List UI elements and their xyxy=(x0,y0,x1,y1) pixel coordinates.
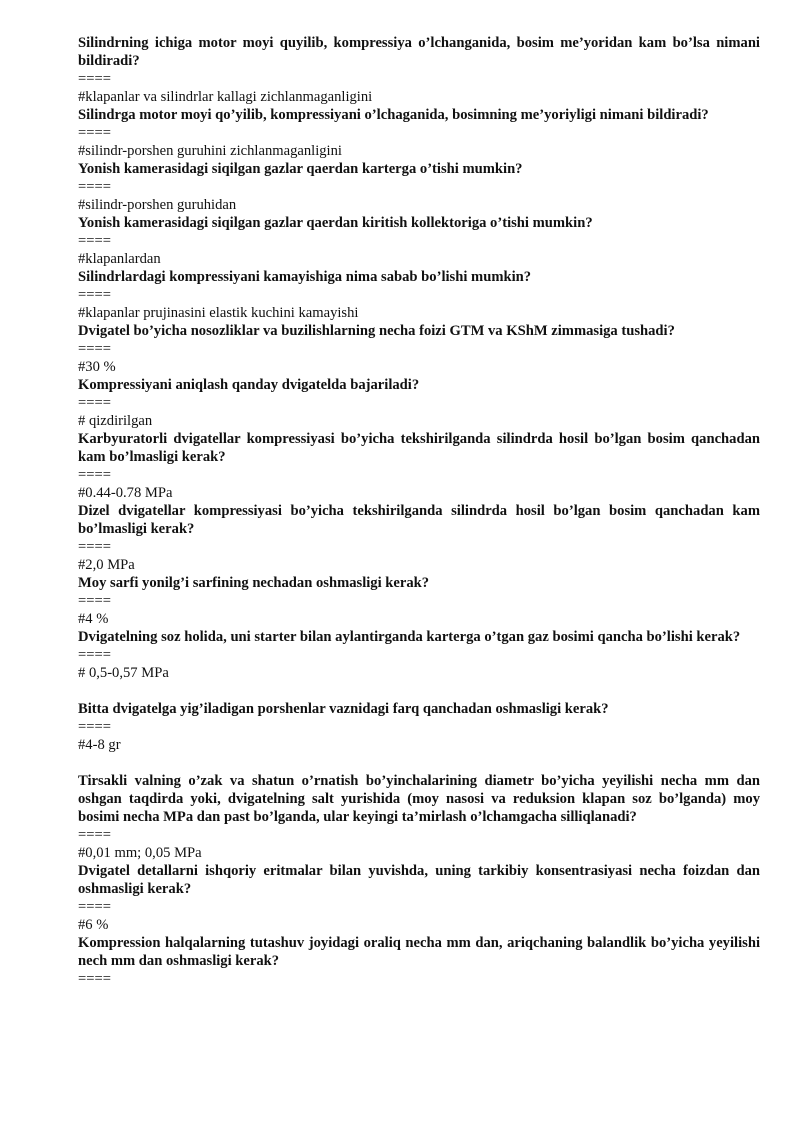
qa-block-10 xyxy=(78,574,760,628)
qa-block-2 xyxy=(78,106,760,160)
question-text: Bitta dvigatelga yig’iladigan porshenlar vaznidagi farq qanchadan oshmasligi kerak? xyxy=(78,701,609,717)
question-text: Tirsakli valning o’zak va shatun o’rnatish bo’yinchalarining diametr bo’yicha yeyilishi necha mm dan oshgan taqdirda yoki, dvigatelning salt yurishida (moy nasosi va reduksion klapan soz bo’lganda) moy bosimi necha MPa dan past bo’lganda, ular keyingi ta’mirlash o’lchamgacha silliqlanadi? xyxy=(78,773,760,825)
qa-block-15 xyxy=(78,934,760,988)
qa-block-13 xyxy=(78,772,760,862)
answer-text: #silindr-porshen guruhini zichlanmaganligini xyxy=(78,143,342,159)
question-text: Yonish kamerasidagi siqilgan gazlar qaerdan karterga o’tishi mumkin? xyxy=(78,161,523,177)
separator: ==== xyxy=(78,971,111,987)
question-text: Silindrning ichiga motor moyi quyilib, kompressiya o’lchanganida, bosim me’yoridan kam bo’lsa nimani bildiradi? xyxy=(78,35,760,69)
answer-text: # 0,5-0,57 MPa xyxy=(78,665,169,681)
answer-text: #2,0 MPa xyxy=(78,557,135,573)
separator: ==== xyxy=(78,179,111,195)
question-text: Karbyuratorli dvigatellar kompressiyasi bo’yicha tekshirilganda silindrda hosil bo’lgan bosim qanchadan kam bo’lmasligi kerak? xyxy=(78,431,760,465)
qa-block-8 xyxy=(78,430,760,502)
answer-text: #klapanlar va silindrlar kallagi zichlanmaganligini xyxy=(78,89,373,105)
qa-block-9 xyxy=(78,502,760,574)
question-text: Silindrga motor moyi qo’yilib, kompressiyani o’lchaganida, bosimning me’yoriyligi nimani bildiradi? xyxy=(78,107,709,123)
answer-text: #30 % xyxy=(78,359,116,375)
answer-text: # qizdirilgan xyxy=(78,413,153,429)
answer-text: #4 % xyxy=(78,611,109,627)
question-text: Kompressiyani aniqlash qanday dvigatelda bajariladi? xyxy=(78,377,420,393)
question-text: Dvigatelning soz holida, uni starter bilan aylantirganda karterga o’tgan gaz bosimi qancha bo’lishi kerak? xyxy=(78,629,741,645)
answer-text: #klapanlardan xyxy=(78,251,161,267)
question-text: Silindrlardagi kompressiyani kamayishiga nima sabab bo’lishi mumkin? xyxy=(78,269,532,285)
answer-text: #6 % xyxy=(78,917,109,933)
question-text: Moy sarfi yonilg’i sarfining nechadan oshmasligi kerak? xyxy=(78,575,430,591)
question-text: Dvigatel detallarni ishqoriy eritmalar bilan yuvishda, uning tarkibiy konsentrasiyasi necha foizdan dan oshmasligi kerak? xyxy=(78,863,760,897)
answer-text: #0,01 mm; 0,05 MPa xyxy=(78,845,202,861)
question-text: Dizel dvigatellar kompressiyasi bo’yicha tekshirilganda silindrda hosil bo’lgan bosim qanchadan kam bo’lmasligi kerak? xyxy=(78,503,760,537)
blank-line xyxy=(78,754,760,772)
answer-text: #klapanlar prujinasini elastik kuchini kamayishi xyxy=(78,305,359,321)
separator: ==== xyxy=(78,593,111,609)
answer-text: #0.44-0.78 MPa xyxy=(78,485,173,501)
qa-block-1 xyxy=(78,34,760,106)
blank-line xyxy=(78,682,760,700)
qa-block-12 xyxy=(78,700,760,772)
qa-block-3 xyxy=(78,160,760,214)
separator: ==== xyxy=(78,341,111,357)
separator: ==== xyxy=(78,71,111,87)
question-text: Kompression halqalarning tutashuv joyidagi oraliq necha mm dan, ariqchaning balandlik bo’yicha yeyilishi nech mm dan oshmasligi kerak? xyxy=(78,935,760,969)
question-text: Dvigatel bo’yicha nosozliklar va buzilishlarning necha foizi GTM va KShM zimmasiga tushadi? xyxy=(78,323,675,339)
separator: ==== xyxy=(78,827,111,843)
separator: ==== xyxy=(78,539,111,555)
qa-block-4 xyxy=(78,214,760,268)
separator: ==== xyxy=(78,125,111,141)
separator: ==== xyxy=(78,467,111,483)
separator: ==== xyxy=(78,899,111,915)
separator: ==== xyxy=(78,647,111,663)
qa-block-6 xyxy=(78,322,760,376)
separator: ==== xyxy=(78,233,111,249)
qa-block-11 xyxy=(78,628,760,700)
qa-block-5 xyxy=(78,268,760,322)
answer-text: #4-8 gr xyxy=(78,737,121,753)
answer-text: #silindr-porshen guruhidan xyxy=(78,197,237,213)
separator: ==== xyxy=(78,395,111,411)
separator: ==== xyxy=(78,719,111,735)
qa-block-14 xyxy=(78,862,760,934)
qa-block-7 xyxy=(78,376,760,430)
question-text: Yonish kamerasidagi siqilgan gazlar qaerdan kiritish kollektoriga o’tishi mumkin? xyxy=(78,215,593,231)
separator: ==== xyxy=(78,287,111,303)
